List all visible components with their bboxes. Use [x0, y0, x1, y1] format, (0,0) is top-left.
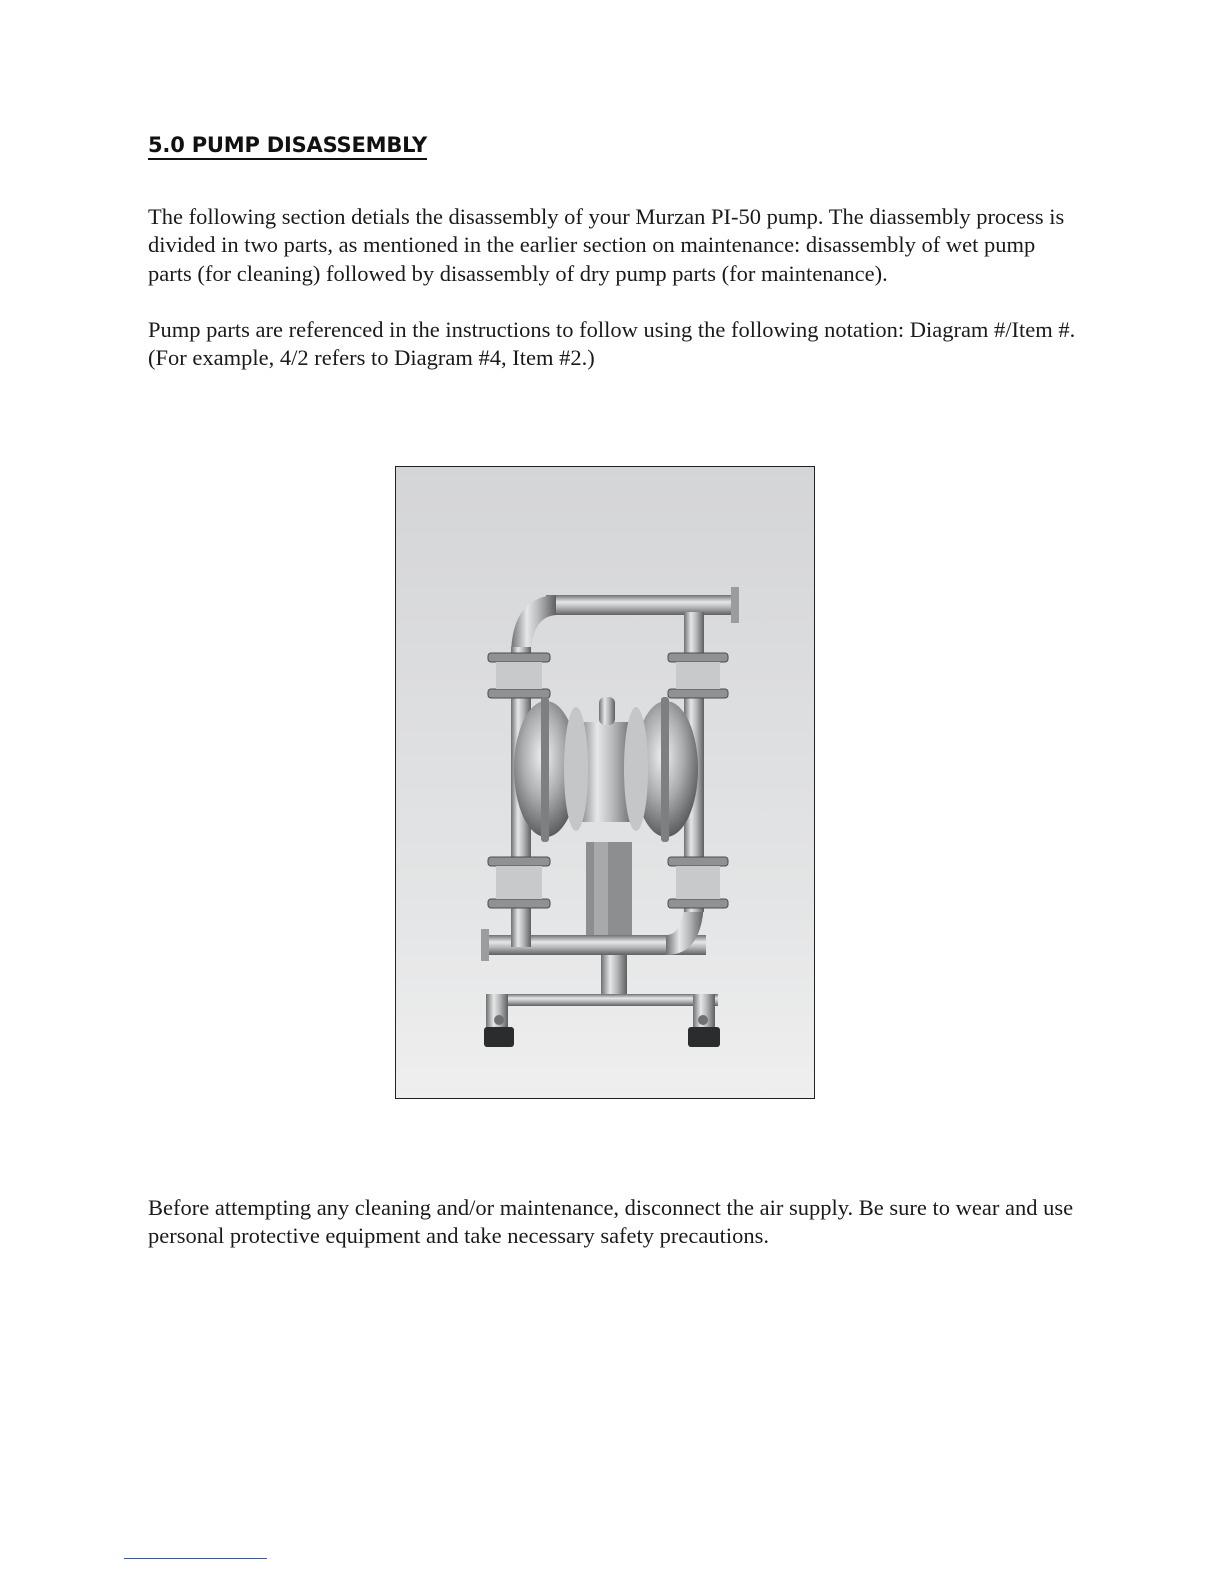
footnote-rule	[124, 1558, 267, 1559]
section-heading: 5.0 PUMP DISASSEMBLY	[148, 133, 427, 160]
intro-paragraph: The following section detials the disassembly of your Murzan PI-50 pump. The diassembly process is divided in two parts, as mentioned in the earlier section on maintenance: disassembly of wet pump parts (for cleaning) followed by disassembly of dry pump parts (for maintenance).	[148, 204, 1065, 286]
safety-paragraph: Before attempting any cleaning and/or maintenance, disconnect the air supply. Be sure to wear and use personal protective equipment and take necessary safety precautions.	[148, 1195, 1074, 1249]
notation-paragraph: Pump parts are referenced in the instructions to follow using the following notation: Diagram #/Item #. (For example, 4/2 refers to Diagram #4, Item #2.)	[148, 317, 1076, 371]
pump-illustration	[396, 467, 815, 1099]
pump-photo	[395, 466, 815, 1099]
